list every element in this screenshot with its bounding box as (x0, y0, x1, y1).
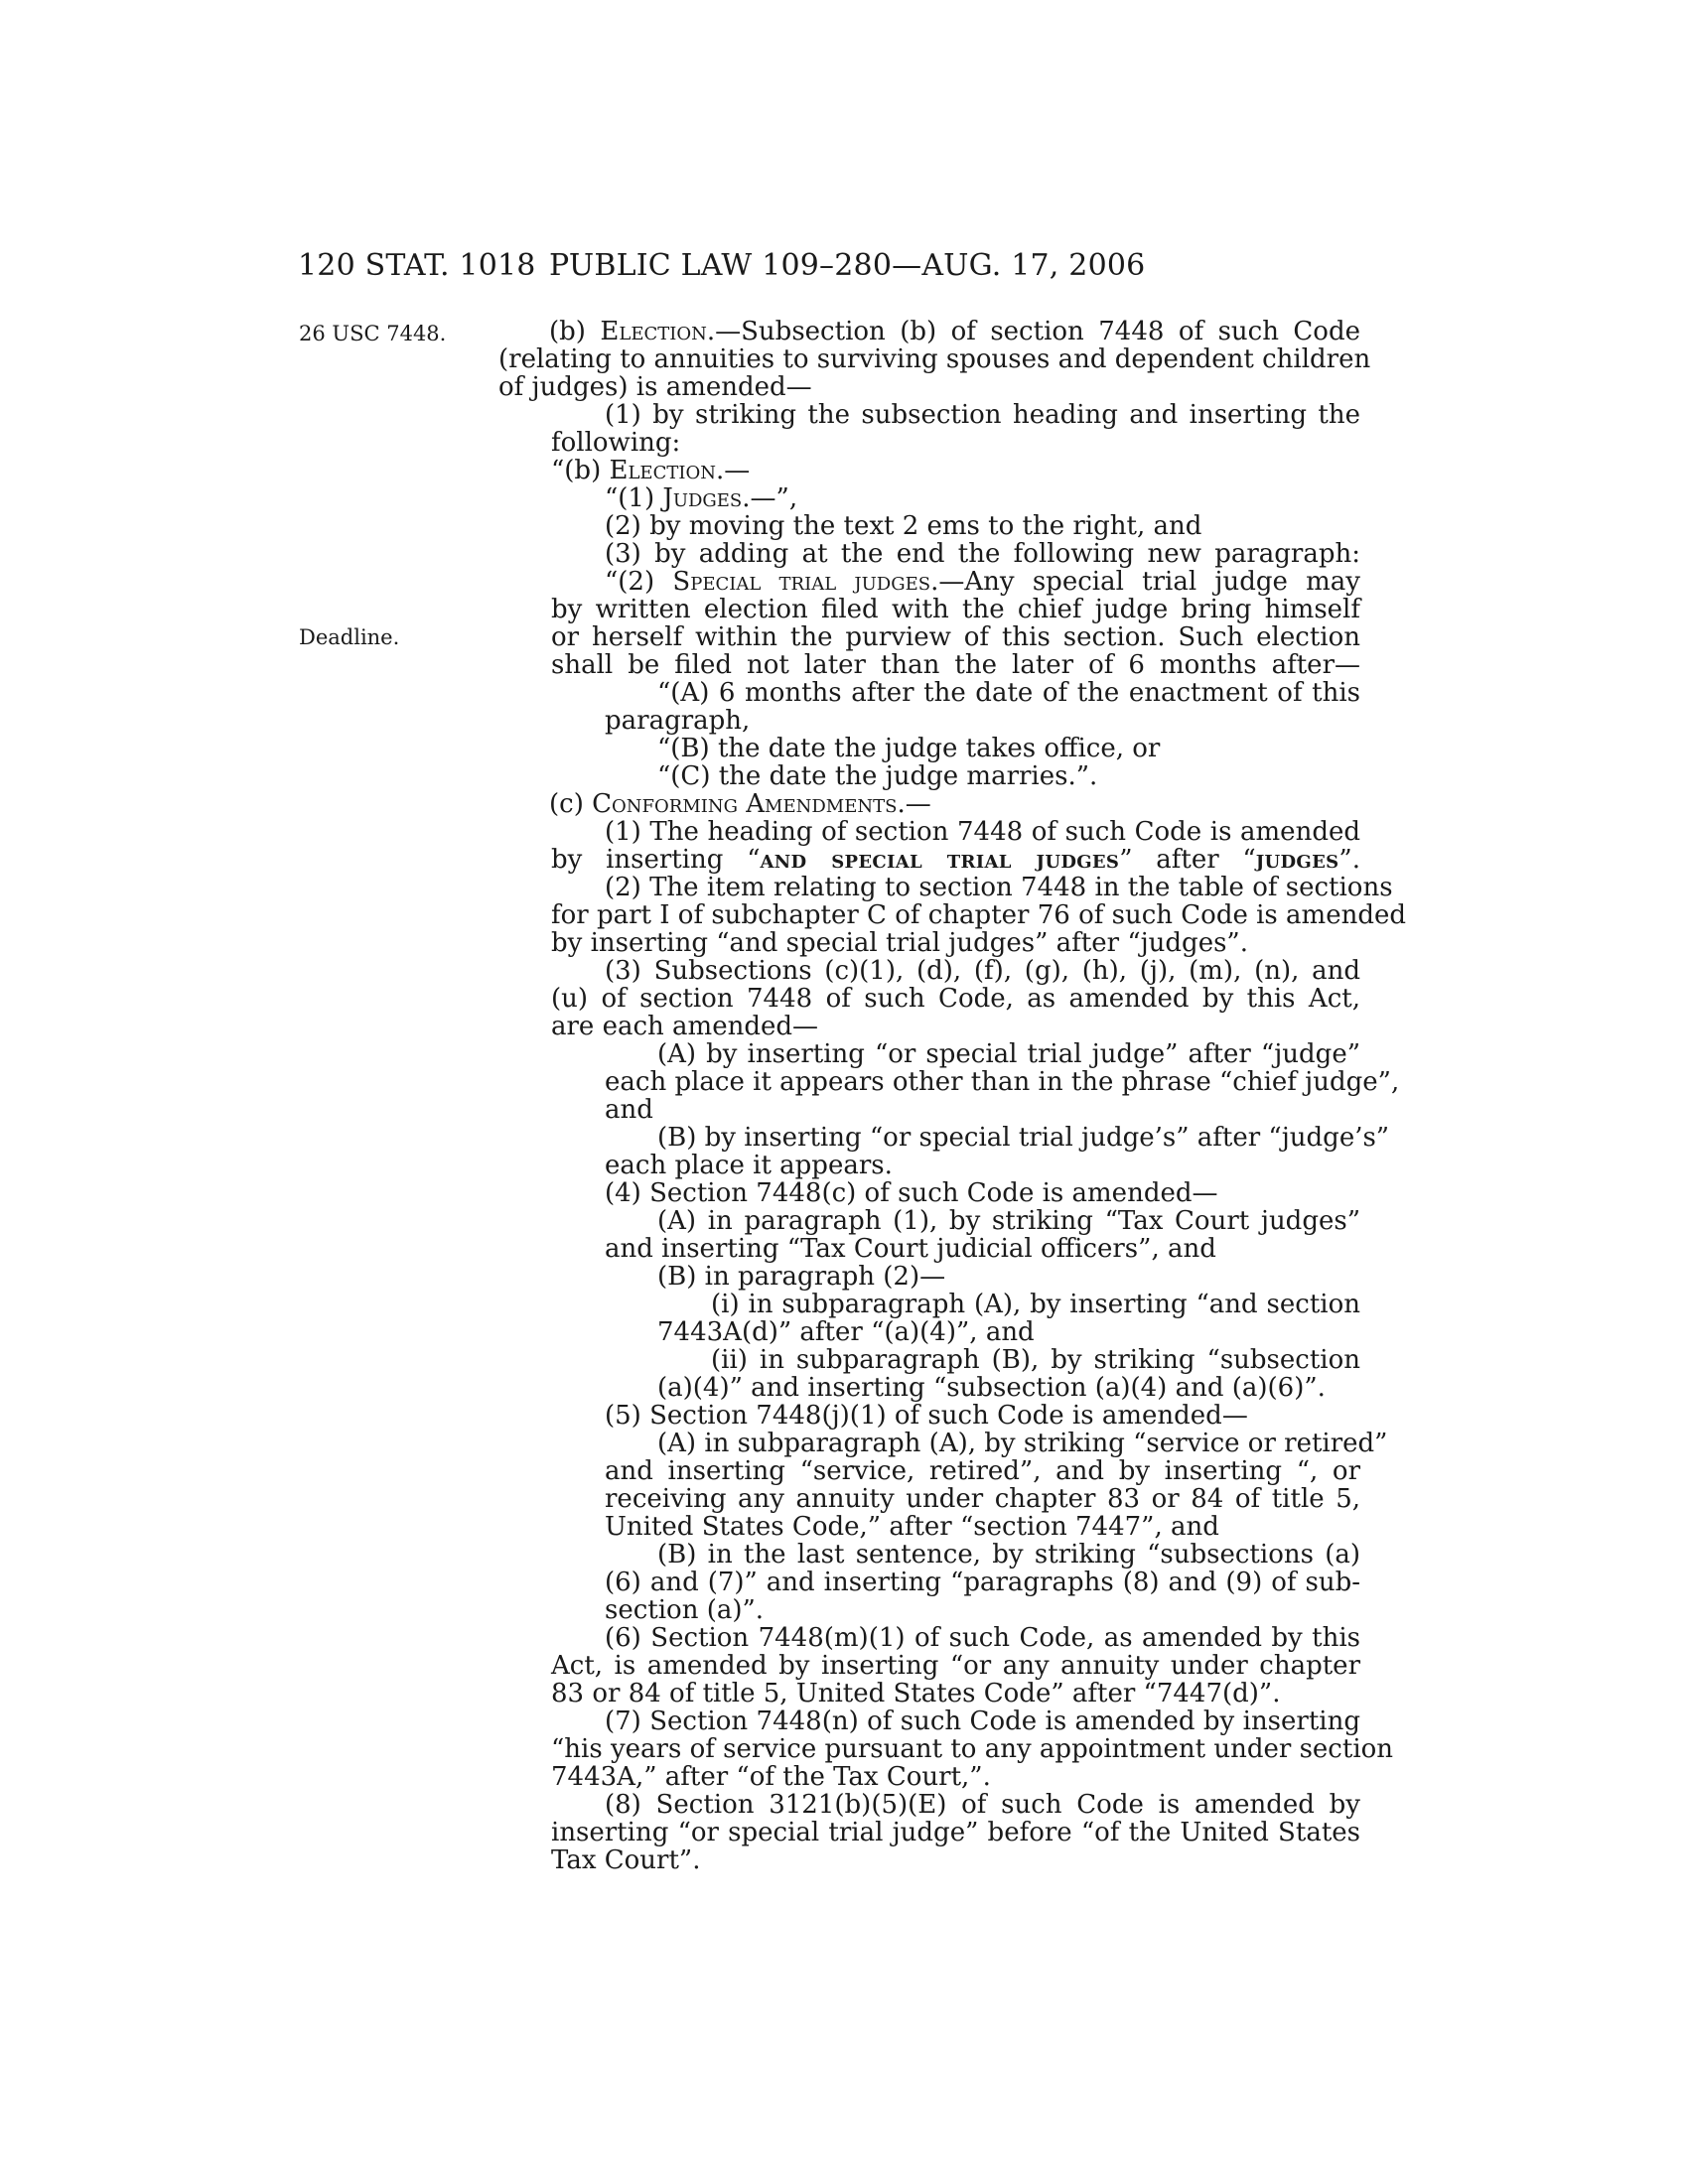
text-line: (B) by inserting “or special trial judge’s” after “judge’s” (657, 1123, 1390, 1153)
text-line: “(b) Election.— (551, 456, 751, 485)
text-line: (6) Section 7448(m)(1) of such Code, as amended by this (605, 1623, 1360, 1653)
text-line: (b) Election.—Subsection (b) of section 7448 of such Code (549, 317, 1360, 346)
text-line: (i) in subparagraph (A), by inserting “and section (711, 1290, 1360, 1319)
text-line: (2) by moving the text 2 ems to the right, and (605, 511, 1202, 541)
text-line: section (a)”. (605, 1595, 765, 1625)
text-line: of judges) is amended— (498, 372, 812, 402)
text-line: each place it appears other than in the phrase “chief judge”, (605, 1067, 1400, 1097)
text-line: (B) in the last sentence, by striking “subsections (a) (657, 1540, 1360, 1570)
text-line: Tax Court”. (551, 1845, 701, 1875)
text-line: (A) by inserting “or special trial judge” after “judge” (657, 1039, 1360, 1069)
text-line: (2) The item relating to section 7448 in the table of sections (605, 873, 1393, 902)
text-line: receiving any annuity under chapter 83 or 84 of title 5, (605, 1484, 1360, 1514)
running-header-title: PUBLIC LAW 109–280—AUG. 17, 2006 (549, 248, 1146, 283)
text-line: (relating to annuities to surviving spouses and dependent children (498, 344, 1371, 374)
text-line: (1) by striking the subsection heading and inserting the (605, 400, 1360, 430)
text-line: 83 or 84 of title 5, United States Code” after “7447(d)”. (551, 1679, 1281, 1708)
text-line: by inserting “and special trial judges” after “judges”. (551, 845, 1360, 875)
text-line: and inserting “Tax Court judicial officers”, and (605, 1234, 1216, 1264)
text-line: (1) The heading of section 7448 of such Code is amended (605, 817, 1360, 847)
text-line: are each amended— (551, 1012, 819, 1041)
text-line: (3) Subsections (c)(1), (d), (f), (g), (h), (j), (m), (n), and (605, 956, 1360, 986)
text-line: paragraph, (605, 706, 751, 736)
margin-note-usc-citation: 26 USC 7448. (299, 322, 447, 345)
text-line: (A) in subparagraph (A), by striking “service or retired” (657, 1429, 1388, 1458)
text-line: “(C) the date the judge marries.”. (657, 761, 1098, 791)
text-line: inserting “or special trial judge” before “of the United States (551, 1818, 1360, 1847)
text-line: (a)(4)” and inserting “subsection (a)(4) and (a)(6)”. (657, 1373, 1326, 1403)
text-line: by inserting “and special trial judges” after “judges”. (551, 928, 1248, 958)
text-line: (8) Section 3121(b)(5)(E) of such Code is amended by (605, 1790, 1360, 1820)
text-line: by written election filed with the chief judge bring himself (551, 595, 1360, 624)
text-line: each place it appears. (605, 1151, 893, 1180)
margin-note-deadline: Deadline. (299, 625, 400, 649)
text-line: (c) Conforming Amendments.— (549, 789, 931, 819)
text-line: “(B) the date the judge takes office, or (657, 734, 1161, 763)
text-line: (4) Section 7448(c) of such Code is amended— (605, 1178, 1218, 1208)
text-line: or herself within the purview of this section. Such election (551, 622, 1360, 652)
text-line: 7443A(d)” after “(a)(4)”, and (657, 1317, 1035, 1347)
text-line: for part I of subchapter C of chapter 76 of such Code is amended (551, 900, 1406, 930)
text-line: 7443A,” after “of the Tax Court,”. (551, 1762, 991, 1792)
text-line: (B) in paragraph (2)— (657, 1262, 946, 1292)
text-line: and inserting “service, retired”, and by inserting “, or (605, 1456, 1360, 1486)
page-stat-number: 120 STAT. 1018 (298, 248, 536, 283)
text-line: “(2) Special trial judges.—Any special trial judge may (605, 567, 1360, 597)
text-line: (3) by adding at the end the following new paragraph: (605, 539, 1360, 569)
text-line: shall be filed not later than the later of 6 months after— (551, 650, 1360, 680)
text-line: and (605, 1095, 653, 1125)
text-line: (A) in paragraph (1), by striking “Tax Court judges” (657, 1206, 1360, 1236)
text-line: (u) of section 7448 of such Code, as amended by this Act, (551, 984, 1360, 1014)
text-line: “(1) Judges.—”, (605, 483, 798, 513)
text-line: United States Code,” after “section 7447”, and (605, 1512, 1219, 1542)
text-line: (5) Section 7448(j)(1) of such Code is amended— (605, 1401, 1248, 1431)
text-line: (ii) in subparagraph (B), by striking “subsection (711, 1345, 1360, 1375)
text-line: following: (551, 428, 681, 458)
text-line: (6) and (7)” and inserting “paragraphs (8) and (9) of sub- (605, 1568, 1360, 1597)
text-line: Act, is amended by inserting “or any annuity under chapter (551, 1651, 1360, 1681)
text-line: “(A) 6 months after the date of the enactment of this (657, 678, 1360, 708)
text-line: (7) Section 7448(n) of such Code is amended by inserting (605, 1706, 1360, 1736)
text-line: “his years of service pursuant to any appointment under section (551, 1734, 1394, 1764)
